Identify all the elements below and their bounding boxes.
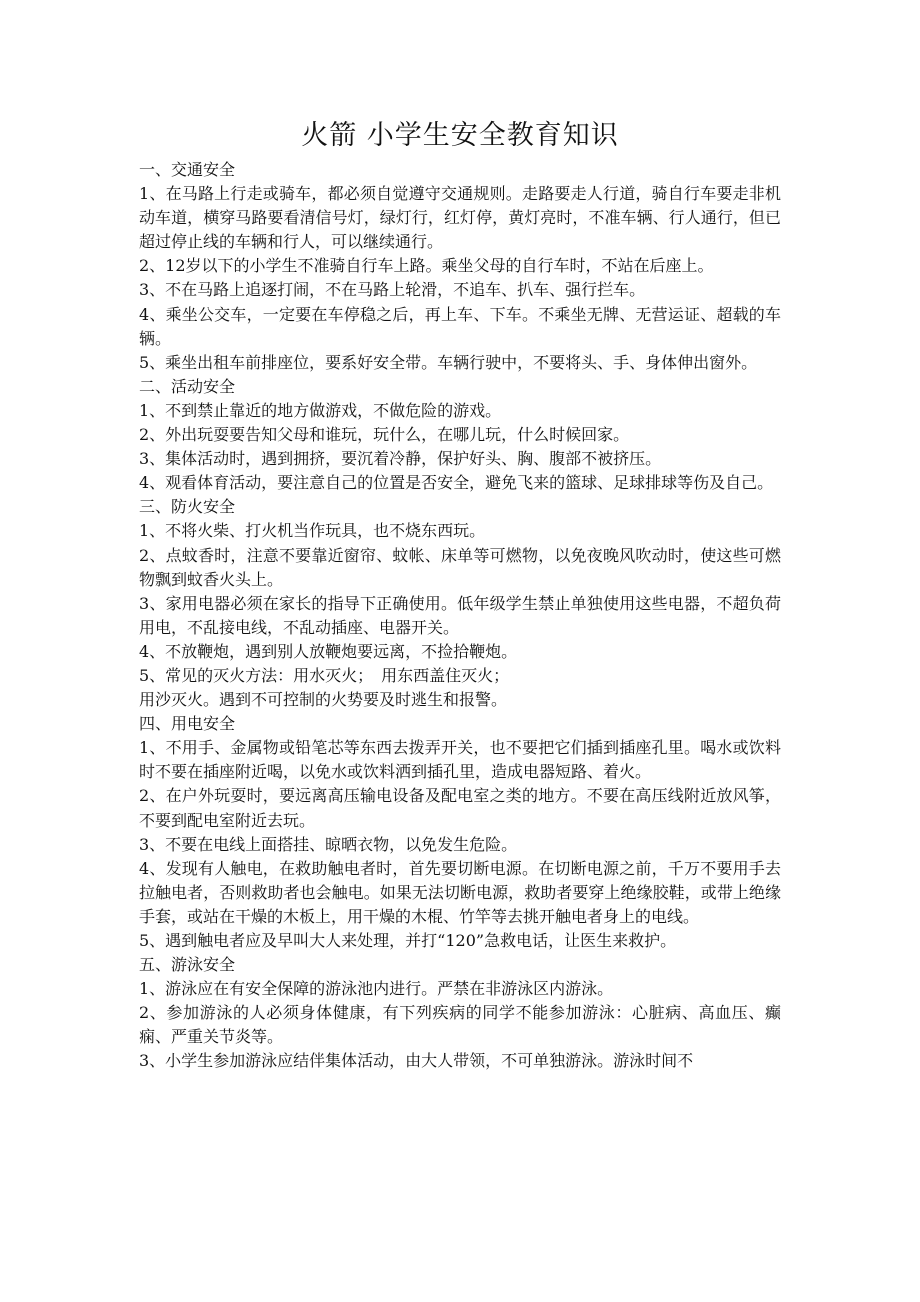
section-heading: 二、活动安全 (139, 376, 236, 396)
paragraph: 3、集体活动时，遇到拥挤，要沉着冷静，保护好头、胸、腹部不被挤压。 (139, 449, 662, 469)
page-title: 火箭 小学生安全教育知识 (301, 120, 619, 151)
paragraph: 4、观看体育活动，要注意自己的位置是否安全，避免飞来的篮球、足球排球等伤及自己。 (139, 473, 774, 493)
paragraph: 4、发现有人触电，在救助触电者时，首先要切断电源。在切断电源之前，千万不要用手去拉触电者，否则救助者也会触电。如果无法切断电源，救助者要穿上绝缘胶鞋，或带上绝缘手套，或站在干燥的木板上，用干燥的木棍、竹竿等去挑开触电者身上的电线。 (139, 858, 781, 926)
paragraph: 2、参加游泳的人必须身体健康，有下列疾病的同学不能参加游泳：心脏病、高血压、癫痫、严重关节炎等。 (139, 1003, 781, 1047)
paragraph: 2、外出玩耍要告知父母和谁玩，玩什么，在哪儿玩，什么时候回家。 (139, 425, 630, 445)
section-heading: 五、游泳安全 (139, 955, 236, 975)
paragraph: 4、不放鞭炮，遇到别人放鞭炮要远离，不捡拾鞭炮。 (139, 641, 518, 661)
paragraph: 4、乘坐公交车，一定要在车停稳之后，再上车、下车。不乘坐无牌、无营运证、超载的车辆。 (139, 304, 781, 348)
section-electrical-safety (139, 712, 781, 953)
paragraph: 1、在马路上行走或骑车，都必须自觉遵守交通规则。走路要走人行道，骑自行车要走非机动车道，横穿马路要看清信号灯，绿灯行，红灯停，黄灯亮时，不准车辆、行人通行，但已超过停止线的车辆和行人，可以继续通行。 (139, 184, 781, 252)
paragraph: 1、不到禁止靠近的地方做游戏，不做危险的游戏。 (139, 400, 502, 420)
section-heading: 三、防火安全 (139, 497, 236, 517)
paragraph: 1、游泳应在有安全保障的游泳池内进行。严禁在非游泳区内游泳。 (139, 979, 614, 999)
section-activity-safety (139, 375, 781, 495)
paragraph: 用沙灭火。遇到不可控制的火势要及时逃生和报警。 (139, 690, 508, 710)
paragraph: 1、不将火柴、打火机当作玩具，也不烧东西玩。 (139, 521, 486, 541)
paragraph: 5、常见的灭火方法：用水灭火； 用东西盖住灭火； (139, 665, 510, 685)
paragraph: 3、不在马路上追逐打闹，不在马路上轮滑，不追车、扒车、强行拦车。 (139, 280, 646, 300)
paragraph: 2、点蚊香时，注意不要靠近窗帘、蚊帐、床单等可燃物，以免夜晚风吹动时，使这些可燃物飘到蚊香火头上。 (139, 545, 781, 589)
paragraph: 3、家用电器必须在家长的指导下正确使用。低年级学生禁止单独使用这些电器，不超负荷用电，不乱接电线，不乱动插座、电器开关。 (139, 593, 781, 637)
document-body (139, 158, 781, 1074)
paragraph: 3、小学生参加游泳应结伴集体活动，由大人带领，不可单独游泳。游泳时间不 (139, 1051, 694, 1071)
paragraph: 1、不用手、金属物或铅笔芯等东西去拨弄开关，也不要把它们插到插座孔里。喝水或饮料时不要在插座附近喝，以免水或饮料洒到插孔里，造成电器短路、着火。 (139, 738, 781, 782)
paragraph: 3、不要在电线上面搭挂、晾晒衣物，以免发生危险。 (139, 834, 518, 854)
paragraph: 2、12岁以下的小学生不准骑自行车上路。乘坐父母的自行车时，不站在后座上。 (139, 256, 714, 276)
section-heading: 四、用电安全 (139, 714, 236, 734)
paragraph: 5、乘坐出租车前排座位，要系好安全带。车辆行驶中，不要将头、手、身体伸出窗外。 (139, 352, 758, 372)
section-swimming-safety (139, 953, 781, 1073)
section-traffic-safety (139, 158, 781, 375)
paragraph: 2、在户外玩耍时，要远离高压输电设备及配电室之类的地方。不要在高压线附近放风筝，不要到配电室附近去玩。 (139, 786, 781, 830)
section-heading: 一、交通安全 (139, 160, 236, 179)
section-fire-safety (139, 495, 781, 712)
paragraph: 5、遇到触电者应及早叫大人来处理，并打“120”急救电话，让医生来救护。 (139, 931, 677, 950)
